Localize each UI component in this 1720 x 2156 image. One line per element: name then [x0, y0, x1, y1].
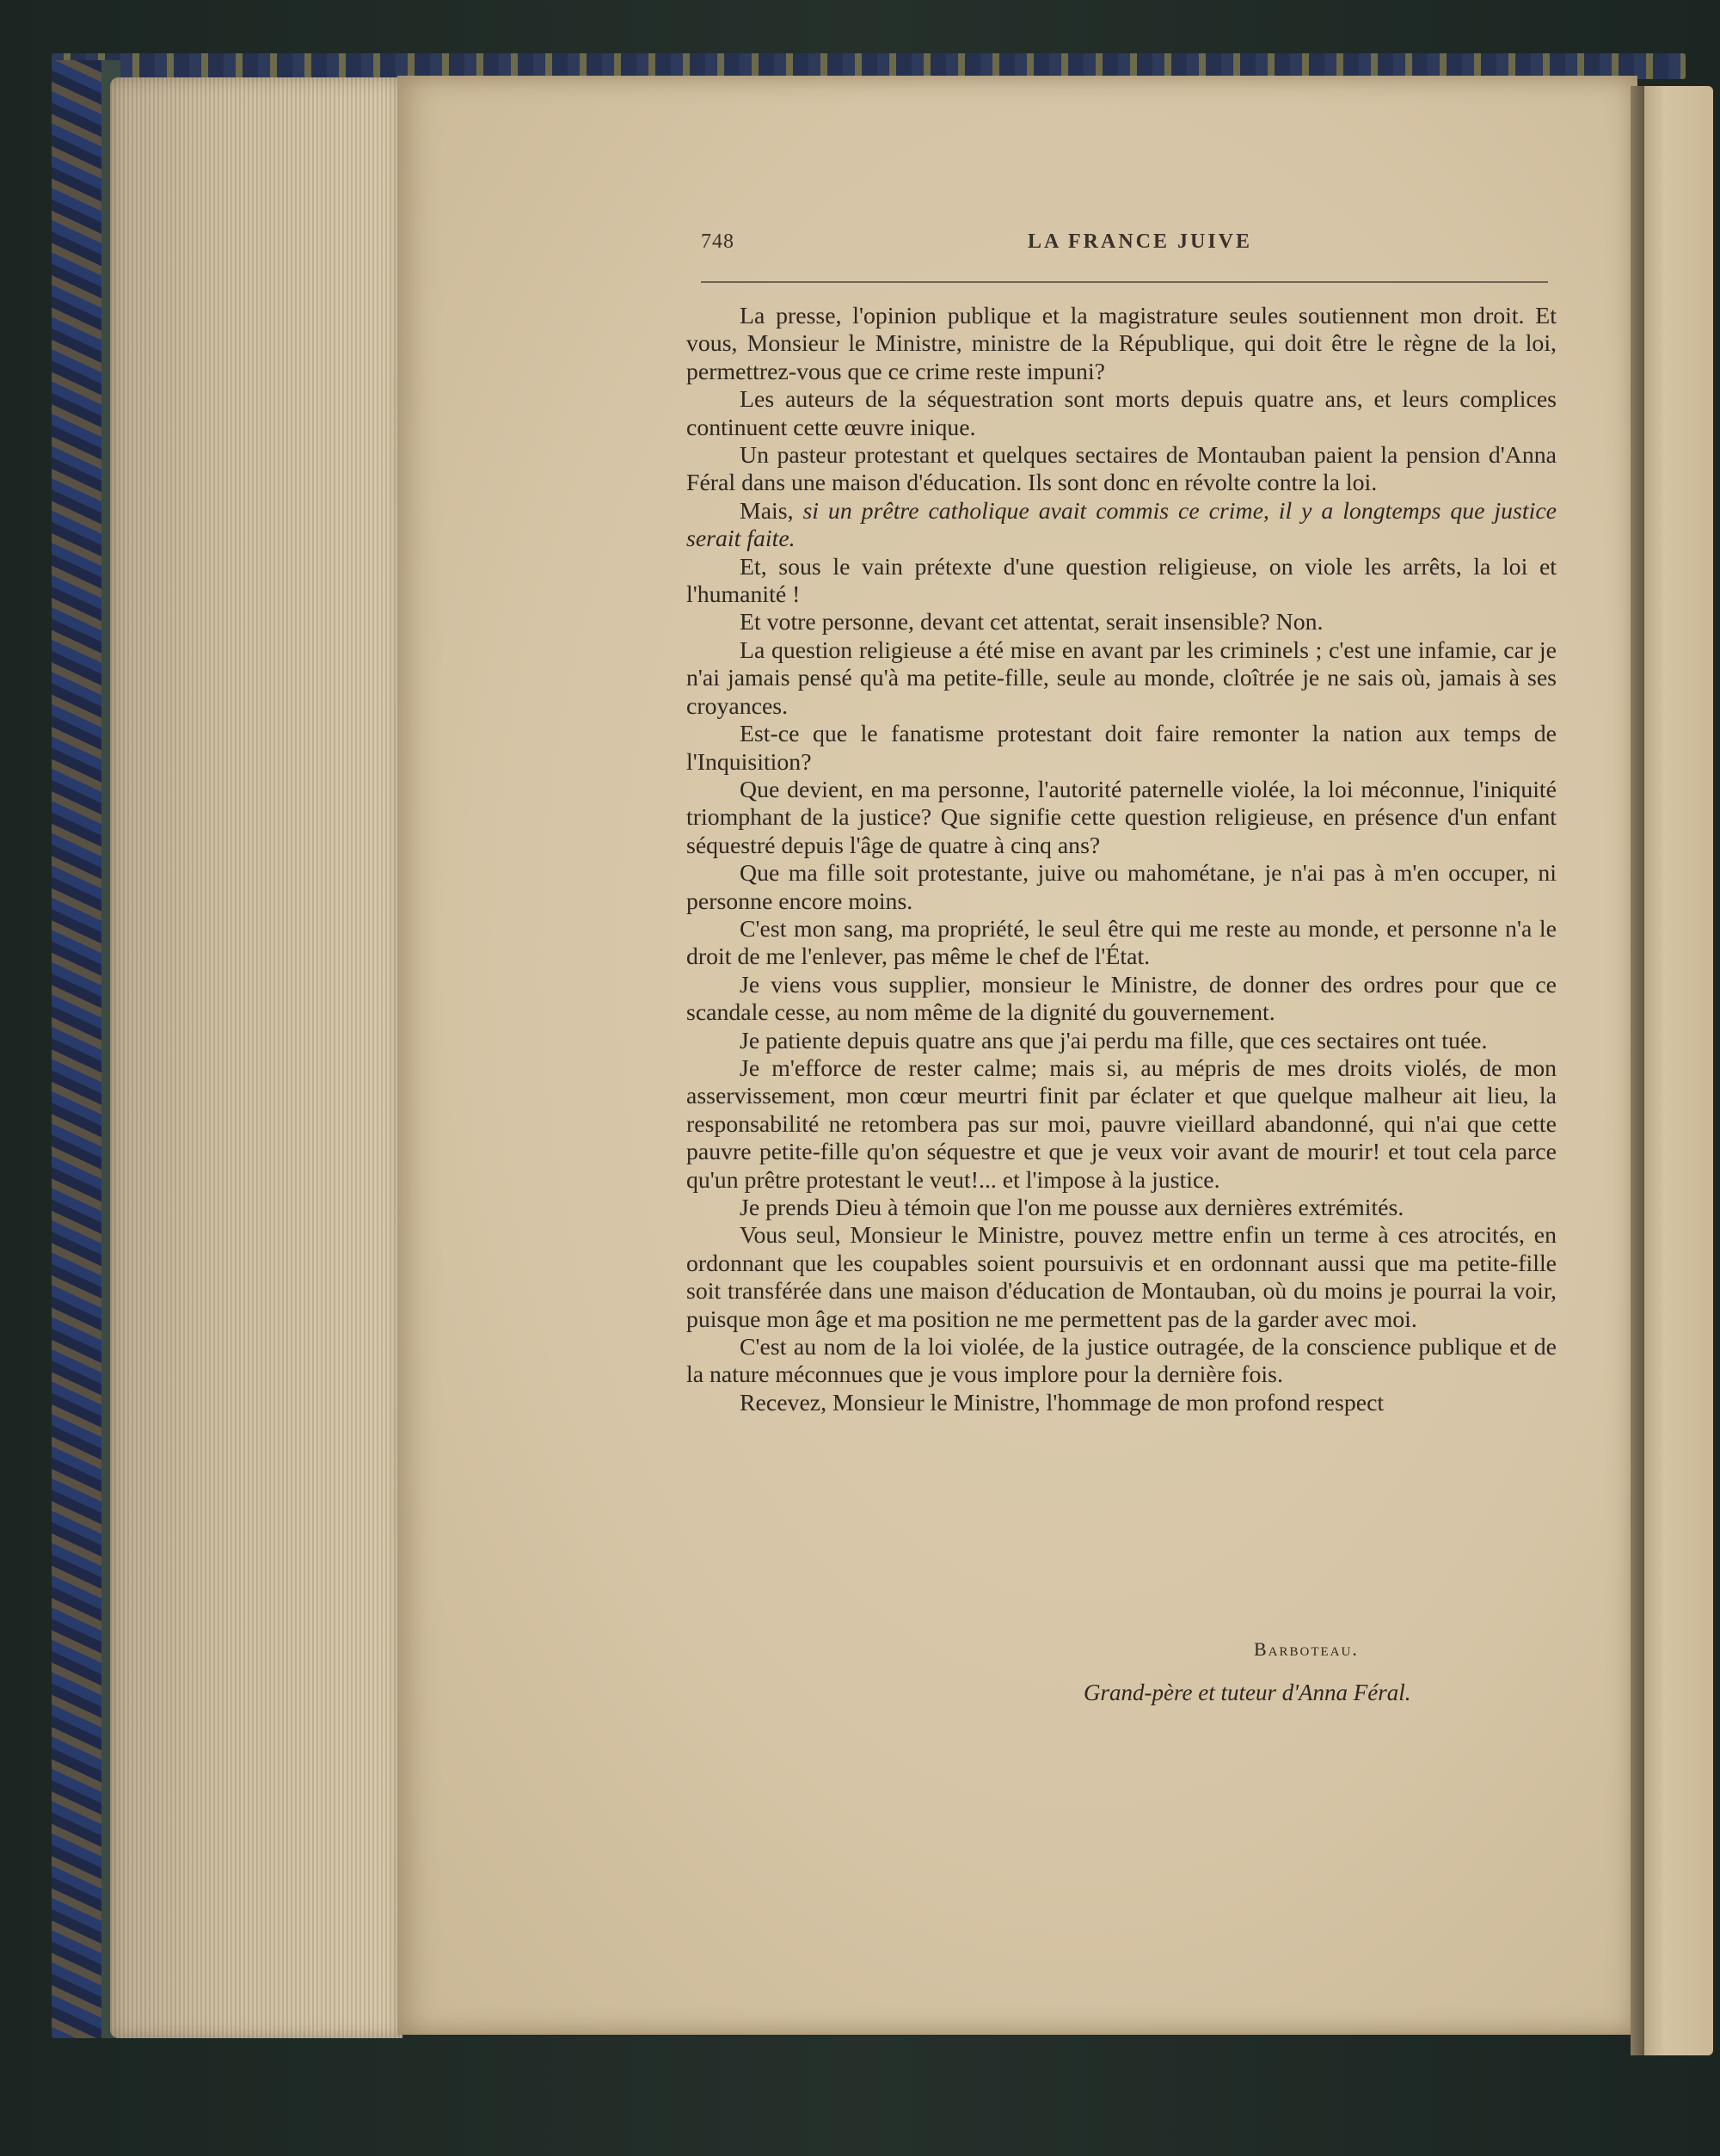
paragraph: Vous seul, Monsieur le Ministre, pouvez mettre enfin un terme à ces atrocités, en ordonnant que les coupables soient poursuivis et en ordonnant aussi que ma petite-fille soit transférée dans une maison d'éducation de Montauban, où du moins je pourrai la voir, puisque mon âge et ma position ne me permettent pas de la garder avec moi.: [686, 1222, 1557, 1333]
italic-passage: si un prêtre catholique avait commis ce crime, il y a longtemps que justice serait faite.: [686, 497, 1557, 553]
paragraph: Que devient, en ma personne, l'autorité paternelle violée, la loi méconnue, l'iniquité triomphant de la justice? Que signifie cette question religieuse, en présence d'un enfant séquestré depuis l'âge de quatre à cinq ans?: [686, 776, 1557, 859]
letter-body: [686, 303, 1557, 1417]
page-number: 748: [701, 230, 734, 253]
paragraph: Je prends Dieu à témoin que l'on me pousse aux dernières extrémités.: [740, 1195, 1404, 1221]
facing-page-edge: [1644, 86, 1713, 2055]
signature-title: Grand-père et tuteur d'Anna Féral.: [1084, 1680, 1411, 1705]
page-header: [701, 230, 1552, 261]
paragraph: Je m'efforce de rester calme; mais si, au mépris de mes droits violés, de mon asservissement, mon cœur meurtri finit par éclater et que quelque malheur ait lieu, la responsabilité ne retombera pas sur moi, pauvre vieillard abandonné, qui n'ai que cette pauvre petite-fille qu'on séquestre et que je veux voir avant de mourir! et tout cela parce qu'un prêtre protestant le veut!... et l'impose à la justice.: [686, 1054, 1557, 1194]
paragraph: C'est mon sang, ma propriété, le seul être qui me reste au monde, et personne n'a le droit de me l'enlever, pas même le chef de l'État.: [686, 915, 1557, 971]
header-rule: [701, 281, 1548, 283]
page-stack: [110, 77, 402, 2038]
paragraph: Je viens vous supplier, monsieur le Ministre, de donner des ordres pour que ce scandale cesse, au nom même de la dignité du gouvernement.: [686, 971, 1557, 1027]
signature-name: Barboteau.: [1254, 1638, 1359, 1660]
paragraph: La presse, l'opinion publique et la magistrature seules soutiennent mon droit. Et vous, Monsieur le Ministre, ministre de la République, qui doit être le règne de la loi, permettrez-vous que ce crime reste impuni?: [686, 303, 1557, 385]
paragraph: Les auteurs de la séquestration sont morts depuis quatre ans, et leurs complices continuent cette œuvre inique.: [686, 386, 1557, 441]
paragraph: Que ma fille soit protestante, juive ou mahométane, je n'ai pas à m'en occuper, ni personne encore moins.: [686, 860, 1557, 915]
paragraph: Je patiente depuis quatre ans que j'ai perdu ma fille, que ces sectaires ont tuée.: [740, 1027, 1488, 1054]
paragraph: [686, 498, 1557, 554]
paragraph-lead: Mais,: [740, 497, 794, 525]
paragraph: C'est au nom de la loi violée, de la justice outragée, de la conscience publique et de la nature méconnues que je vous implore pour la dernière fois.: [686, 1334, 1557, 1389]
paragraph: Et votre personne, devant cet attentat, serait insensible? Non.: [740, 609, 1324, 636]
paragraph: Et, sous le vain prétexte d'une question religieuse, on viole les arrêts, la loi et l'humanité !: [686, 553, 1557, 609]
paragraph: La question religieuse a été mise en avant par les criminels ; c'est une infamie, car je n'ai jamais pensé qu'à ma petite-fille, seule au monde, cloîtrée je ne sais où, jamais à ses croyances.: [686, 636, 1557, 720]
paragraph: Est-ce que le fanatisme protestant doit faire remonter la nation aux temps de l'Inquisition?: [686, 721, 1557, 776]
running-head: LA FRANCE JUIVE: [1028, 230, 1253, 253]
paragraph: Un pasteur protestant et quelques sectaires de Montauban paient la pension d'Anna Féral dans une maison d'éducation. Ils sont donc en révolte contre la loi.: [686, 442, 1557, 497]
paragraph: Recevez, Monsieur le Ministre, l'hommage de mon profond respect: [740, 1389, 1385, 1416]
